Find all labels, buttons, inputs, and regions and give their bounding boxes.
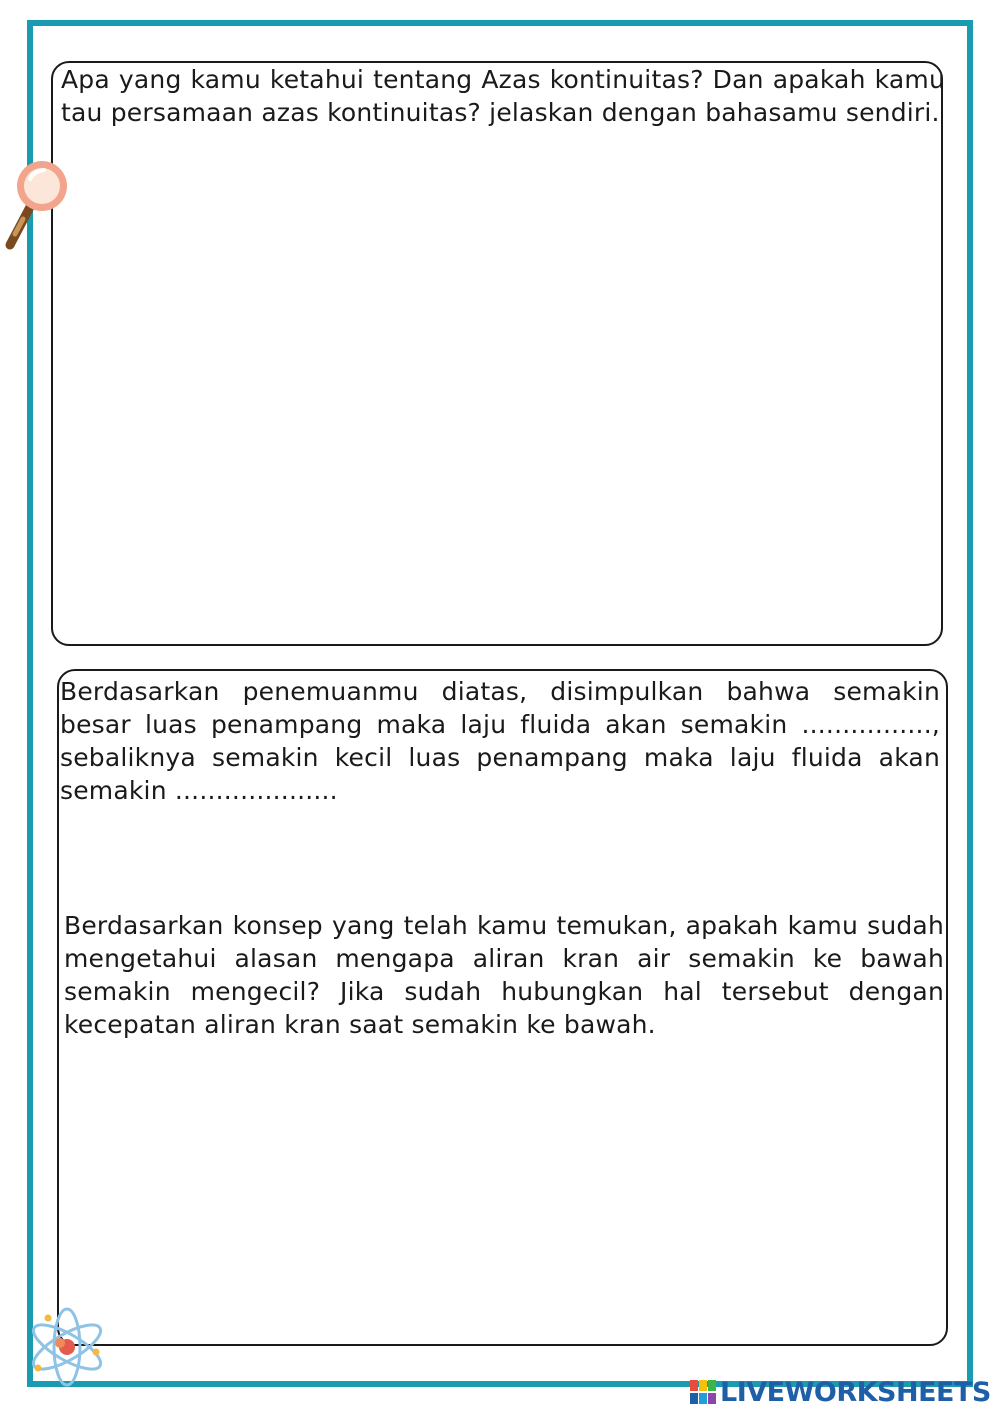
atom-icon (24, 1306, 110, 1388)
liveworksheets-brand (690, 1375, 991, 1409)
brand-name: LIVEWORKSHEETS (720, 1376, 991, 1408)
answer-box-1[interactable] (51, 61, 943, 646)
magnifier-icon (0, 157, 74, 257)
liveworksheets-logo-icon (690, 1380, 716, 1404)
question-1-text: Apa yang kamu ketahui tentang Azas kontinuitas? Dan apakah kamu tau persamaan azas kontinuitas? jelaskan dengan bahasamu sendiri. (61, 65, 945, 127)
question-2-text: Berdasarkan penemuanmu diatas, disimpulkan bahwa semakin besar luas penampang maka laju fluida akan semakin ................, sebaliknya semakin kecil luas penampang maka laju fluida akan semakin .................... (60, 677, 940, 805)
question-3-text: Berdasarkan konsep yang telah kamu temukan, apakah kamu sudah mengetahui alasan mengapa aliran kran air semakin ke bawah semakin mengecil? Jika sudah hubungkan hal tersebut dengan kecepatan aliran kran saat semakin ke bawah. (64, 911, 944, 1039)
